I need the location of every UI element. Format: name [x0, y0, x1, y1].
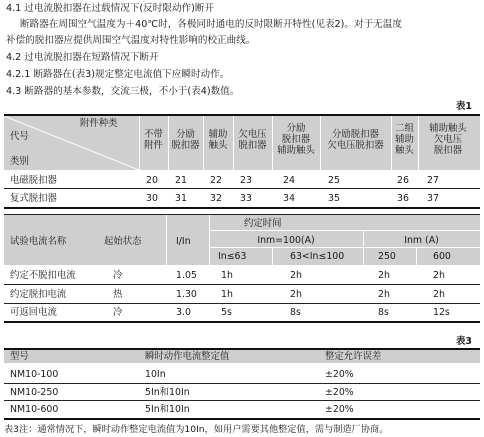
table1-cell: 34 — [283, 193, 295, 204]
table2-cell: 1.05 — [176, 270, 197, 281]
table3-cell-model: NM10-250 — [10, 387, 59, 398]
paragraph-4-1-line2: 补偿的脱扣器应提供周围空气温度对特性影响的校正曲线。 — [6, 35, 256, 46]
table2-row-name: 约定脱扣电流 — [10, 289, 67, 300]
table3-header-setting: 瞬时动作电流整定值 — [145, 351, 230, 362]
table2-header-state: 起始状态 — [104, 236, 142, 247]
section-4-1-heading: 4.1 过电流脱扣器在过载情况下(反时限动作)断开 — [6, 3, 215, 14]
table1-col-header: 辅助 触头 — [208, 129, 228, 151]
table2-row-name: 约定不脱扣电流 — [10, 270, 76, 281]
table1-corner-code: 代号 — [10, 131, 29, 142]
table2-cell: 1h — [221, 289, 233, 300]
table2-header-inm: Inm (A) — [404, 235, 439, 246]
table3-cell-setting: 10In — [145, 369, 166, 380]
table2-header-test: 试验电流名称 — [10, 236, 67, 247]
table3-cell-setting: 5In和10In — [145, 404, 190, 415]
table3-header-bg — [4, 350, 480, 363]
table3-cell-error: ±20% — [325, 404, 354, 415]
table2-cell: 3.0 — [176, 307, 191, 318]
table2-header-c2: 63<In≤100 — [290, 251, 345, 262]
table3-cell-setting: 5In和10In — [145, 387, 190, 398]
paragraph-4-1-line1: 断路器在周围空气温度为＋40℃时，各极同时通电的反时限断开特性(见表2)。对于无温度 — [20, 19, 402, 30]
table3-note: 表3注：通常情况下，瞬时动作整定电流值为10In，如用户需要其他整定值，需与制造厂协商。 — [4, 424, 389, 435]
table1-cell: 31 — [175, 193, 187, 204]
table2-cell: 2h — [290, 270, 302, 281]
table3-cell-error: ±20% — [325, 387, 354, 398]
table1-cell: 25 — [328, 175, 340, 186]
table2-header-ratio: I/In — [176, 236, 191, 247]
table1-cell: 22 — [210, 175, 222, 186]
table2-cell: 热 — [113, 289, 123, 300]
table2-cell: 1.30 — [176, 289, 197, 300]
table1-col-header: 二组 辅助 触头 — [395, 123, 414, 156]
table1-col-header: 不带 附件 — [144, 129, 163, 151]
table2-header-c3: 250 — [378, 251, 396, 262]
table3-cell-error: ±20% — [325, 369, 354, 380]
table2-cell: 冷 — [113, 270, 123, 281]
section-4-3-text: 4.3 断路器的基本参数，交流三极，不小于(表4)数值。 — [6, 86, 240, 97]
table2-header-inm100: Inm=100(A) — [257, 235, 315, 246]
section-4-2-1-text: 4.2.1 断路器在(表3)规定整定电流值下应瞬时动作。 — [6, 69, 230, 80]
table2-cell: 5s — [221, 307, 232, 318]
table2-cell: 2h — [378, 270, 390, 281]
table1-cell: 33 — [240, 193, 252, 204]
table1-col-header: 辅助触头 欠电压 脱扣器 — [429, 123, 467, 156]
table1-cell: 26 — [397, 175, 409, 186]
table3-cell-model: NM10-100 — [10, 369, 59, 380]
table2-cell: 冷 — [113, 307, 123, 318]
table1-corner-top: 附件种类 — [80, 118, 118, 129]
table1-cell: 27 — [427, 175, 439, 186]
table1-label: 表1 — [456, 101, 472, 112]
table2-cell: 8s — [378, 307, 389, 318]
table1-col-header: 分励 脱扣器 — [171, 129, 200, 151]
table1-cell: 24 — [283, 175, 295, 186]
table1-cell: 35 — [328, 193, 340, 204]
table1-cell: 21 — [175, 175, 187, 186]
section-4-2-heading: 4.2 过电流脱扣器在短路情况下断开 — [6, 52, 159, 63]
table3-cell-model: NM10-600 — [10, 404, 59, 415]
table2-header-c4: 600 — [433, 251, 451, 262]
table3-label: 表3 — [456, 336, 472, 347]
table3-header-error: 整定允许误差 — [325, 351, 382, 362]
table1-corner-bottom: 类别 — [10, 156, 29, 167]
table1-col-header: 分励 脱扣器 辅助触头 — [277, 123, 315, 156]
table1-cell: 36 — [397, 193, 409, 204]
table3-header-model: 型号 — [10, 351, 29, 362]
table1-row-name: 电磁脱扣器 — [10, 175, 57, 186]
table1-col-header: 分励脱扣器 欠电压脱扣器 — [327, 129, 384, 151]
table2-cell: 2h — [290, 289, 302, 300]
table1-cell: 23 — [240, 175, 252, 186]
table2-cell: 1h — [221, 270, 233, 281]
table1-cell: 32 — [210, 193, 222, 204]
table1-cell: 20 — [146, 175, 158, 186]
table2-cell: 12s — [433, 307, 450, 318]
table2-cell: 2h — [433, 270, 445, 281]
table1-row-name: 复式脱扣器 — [10, 193, 57, 204]
table2-cell: 8s — [290, 307, 301, 318]
table1-cell: 37 — [427, 193, 439, 204]
table2-header-c1: In≤63 — [218, 251, 247, 262]
table1-cell: 30 — [146, 193, 158, 204]
table2-cell: 2h — [433, 289, 445, 300]
table2-row-name: 可返回电流 — [10, 307, 57, 318]
table2-cell: 2h — [378, 289, 390, 300]
table2-header-time: 约定时间 — [244, 218, 282, 229]
table1-col-header: 欠电压 脱扣器 — [238, 129, 267, 151]
